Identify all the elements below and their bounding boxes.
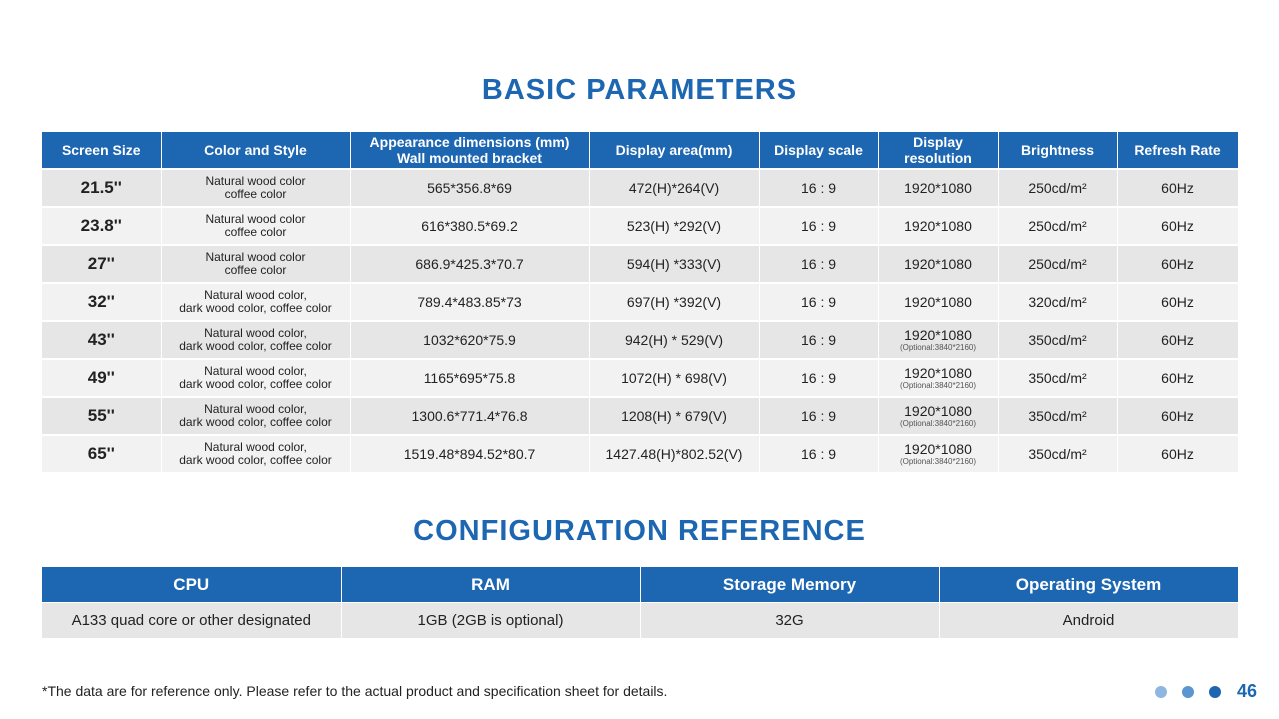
- cell-resolution: [878, 397, 998, 435]
- cell-display-area: 1072(H) * 698(V): [589, 359, 759, 397]
- cell-display-scale: 16 : 9: [759, 321, 878, 359]
- cell-display-area: 523(H) *292(V): [589, 207, 759, 245]
- header-refresh-rate: Refresh Rate: [1117, 132, 1238, 169]
- header-screen-size: Screen Size: [42, 132, 161, 169]
- config-ram-value: 1GB (2GB is optional): [341, 603, 640, 639]
- color-line2: coffee color: [224, 187, 287, 201]
- color-line2: dark wood color, coffee color: [179, 301, 332, 315]
- cell-dimensions: 565*356.8*69: [350, 169, 589, 207]
- table-row: [42, 321, 1238, 359]
- basic-parameters-title: BASIC PARAMETERS: [481, 74, 798, 106]
- cell-display-scale: 16 : 9: [759, 435, 878, 472]
- cell-brightness: 350cd/m²: [998, 435, 1117, 472]
- table-row: [42, 283, 1238, 321]
- cell-dimensions: 1032*620*75.9: [350, 321, 589, 359]
- resolution-optional: (Optional:3840*2160): [899, 343, 977, 352]
- cell-brightness: 350cd/m²: [998, 359, 1117, 397]
- resolution-optional: (Optional:3840*2160): [899, 457, 977, 466]
- color-line1: Natural wood color: [205, 212, 306, 226]
- page-number: 46: [1237, 681, 1258, 701]
- config-storage-value: 32G: [640, 603, 939, 639]
- color-line1: Natural wood color,: [204, 402, 307, 416]
- cell-dimensions: 1519.48*894.52*80.7: [350, 435, 589, 472]
- cell-resolution: [878, 169, 998, 207]
- page-dot-1: [1155, 686, 1167, 698]
- color-line2: dark wood color, coffee color: [179, 415, 332, 429]
- cell-display-area: 697(H) *392(V): [589, 283, 759, 321]
- cell-refresh-rate: 60Hz: [1117, 245, 1238, 283]
- config-header-ram: RAM: [341, 567, 640, 603]
- cell-resolution: [878, 435, 998, 472]
- cell-resolution: [878, 359, 998, 397]
- cell-brightness: 320cd/m²: [998, 283, 1117, 321]
- color-line1: Natural wood color,: [204, 440, 307, 454]
- cell-screen-size: 65'': [42, 435, 161, 472]
- cell-brightness: 350cd/m²: [998, 397, 1117, 435]
- cell-display-scale: 16 : 9: [759, 283, 878, 321]
- cell-color-style: [161, 169, 350, 207]
- color-line1: Natural wood color,: [204, 364, 307, 378]
- cell-dimensions: 1165*695*75.8: [350, 359, 589, 397]
- resolution-value: 1920*1080: [904, 403, 972, 419]
- cell-display-scale: 16 : 9: [759, 397, 878, 435]
- cell-display-scale: 16 : 9: [759, 169, 878, 207]
- color-line1: Natural wood color: [205, 174, 306, 188]
- resolution-value: 1920*1080: [904, 294, 972, 310]
- cell-display-scale: 16 : 9: [759, 207, 878, 245]
- header-color-style: Color and Style: [161, 132, 350, 169]
- cell-resolution: [878, 245, 998, 283]
- color-line2: dark wood color, coffee color: [179, 453, 332, 467]
- cell-color-style: [161, 397, 350, 435]
- resolution-value: 1920*1080: [904, 218, 972, 234]
- header-display-resolution: [878, 132, 998, 169]
- header-resolution-line1: Display: [913, 134, 963, 150]
- resolution-value: 1920*1080: [904, 256, 972, 272]
- cell-brightness: 250cd/m²: [998, 245, 1117, 283]
- header-appearance-dimensions: [350, 132, 589, 169]
- table-row: [42, 169, 1238, 207]
- cell-resolution: [878, 283, 998, 321]
- cell-color-style: [161, 245, 350, 283]
- resolution-value: 1920*1080: [904, 327, 972, 343]
- config-header-os: Operating System: [939, 567, 1238, 603]
- cell-refresh-rate: 60Hz: [1117, 283, 1238, 321]
- resolution-value: 1920*1080: [904, 180, 972, 196]
- footnote: *The data are for reference only. Please refer to the actual product and specification sheet for details.: [42, 683, 668, 699]
- cell-display-area: 594(H) *333(V): [589, 245, 759, 283]
- cell-display-scale: 16 : 9: [759, 359, 878, 397]
- config-value-row: [42, 603, 1238, 639]
- cell-display-area: 1208(H) * 679(V): [589, 397, 759, 435]
- cell-refresh-rate: 60Hz: [1117, 435, 1238, 472]
- cell-display-area: 1427.48(H)*802.52(V): [589, 435, 759, 472]
- config-header-row: [42, 567, 1238, 603]
- header-brightness: Brightness: [998, 132, 1117, 169]
- cell-screen-size: 43'': [42, 321, 161, 359]
- header-appearance-line2: Wall mounted bracket: [397, 150, 542, 166]
- resolution-optional: (Optional:3840*2160): [899, 419, 977, 428]
- resolution-value: 1920*1080: [904, 365, 972, 381]
- cell-brightness: 250cd/m²: [998, 169, 1117, 207]
- cell-screen-size: 27'': [42, 245, 161, 283]
- header-display-area: Display area(mm): [589, 132, 759, 169]
- page-dot-2: [1182, 686, 1194, 698]
- header-appearance-line1: Appearance dimensions (mm): [369, 134, 570, 150]
- cell-screen-size: 49'': [42, 359, 161, 397]
- cell-refresh-rate: 60Hz: [1117, 169, 1238, 207]
- color-line2: dark wood color, coffee color: [179, 377, 332, 391]
- color-line1: Natural wood color,: [204, 326, 307, 340]
- header-display-scale: Display scale: [759, 132, 878, 169]
- cell-screen-size: 55'': [42, 397, 161, 435]
- cell-brightness: 350cd/m²: [998, 321, 1117, 359]
- cell-screen-size: 23.8'': [42, 207, 161, 245]
- table-row: [42, 245, 1238, 283]
- page-dot-3: [1209, 686, 1221, 698]
- cell-display-area: 942(H) * 529(V): [589, 321, 759, 359]
- basic-parameters-table: [42, 132, 1239, 472]
- cell-dimensions: 789.4*483.85*73: [350, 283, 589, 321]
- table-row: [42, 435, 1238, 472]
- configuration-reference-title: CONFIGURATION REFERENCE: [413, 515, 866, 547]
- cell-display-scale: 16 : 9: [759, 245, 878, 283]
- cell-color-style: [161, 321, 350, 359]
- config-os-value: Android: [939, 603, 1238, 639]
- color-line2: dark wood color, coffee color: [179, 339, 332, 353]
- resolution-value: 1920*1080: [904, 441, 972, 457]
- cell-screen-size: 21.5'': [42, 169, 161, 207]
- config-cpu-value: A133 quad core or other designated: [42, 603, 341, 639]
- cell-color-style: [161, 283, 350, 321]
- color-line2: coffee color: [224, 225, 287, 239]
- resolution-optional: (Optional:3840*2160): [899, 381, 977, 390]
- cell-refresh-rate: 60Hz: [1117, 207, 1238, 245]
- color-line2: coffee color: [224, 263, 287, 277]
- color-line1: Natural wood color: [205, 250, 306, 264]
- cell-color-style: [161, 207, 350, 245]
- cell-color-style: [161, 435, 350, 472]
- cell-dimensions: 616*380.5*69.2: [350, 207, 589, 245]
- table-row: [42, 359, 1238, 397]
- cell-screen-size: 32'': [42, 283, 161, 321]
- config-header-storage: Storage Memory: [640, 567, 939, 603]
- cell-refresh-rate: 60Hz: [1117, 397, 1238, 435]
- color-line1: Natural wood color,: [204, 288, 307, 302]
- configuration-table: [42, 567, 1239, 638]
- cell-color-style: [161, 359, 350, 397]
- table-row: [42, 207, 1238, 245]
- cell-display-area: 472(H)*264(V): [589, 169, 759, 207]
- cell-resolution: [878, 207, 998, 245]
- config-header-cpu: CPU: [42, 567, 341, 603]
- cell-resolution: [878, 321, 998, 359]
- cell-refresh-rate: 60Hz: [1117, 321, 1238, 359]
- cell-brightness: 250cd/m²: [998, 207, 1117, 245]
- cell-refresh-rate: 60Hz: [1117, 359, 1238, 397]
- params-header-row: [42, 132, 1238, 169]
- header-resolution-line2: resolution: [904, 150, 972, 166]
- table-row: [42, 397, 1238, 435]
- cell-dimensions: 1300.6*771.4*76.8: [350, 397, 589, 435]
- cell-dimensions: 686.9*425.3*70.7: [350, 245, 589, 283]
